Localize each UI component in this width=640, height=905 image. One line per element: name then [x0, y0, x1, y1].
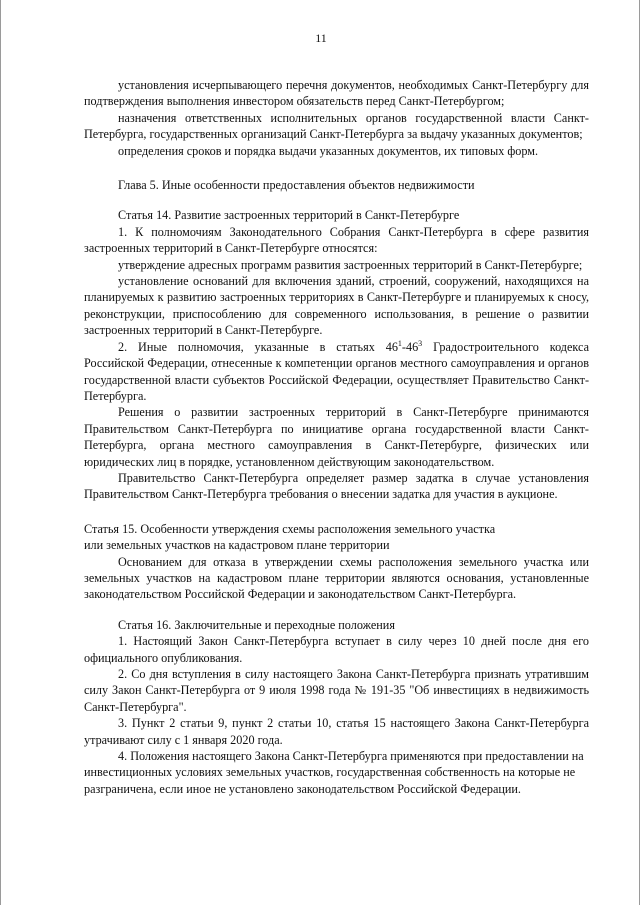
text-run: -46: [401, 339, 419, 354]
article-heading: Статья 15. Особенности утверждения схемы расположения земельного участка: [84, 521, 496, 536]
superscript: 1: [397, 338, 402, 348]
paragraph: Основанием для отказа в утверждении схемы расположения земельного участка или земельных участков на кадастровом плане территории являются основания, установленные законодательством Российской Федерации и законодательством Санкт-Петербурга.: [84, 554, 589, 602]
paragraph: 1. К полномочиям Законодательного Собрания Санкт-Петербурга в сфере развития застроенных территорий в Санкт-Петербурге относятся:: [84, 224, 589, 256]
paragraph: 2. Со дня вступления в силу настоящего Закона Санкт-Петербурга признать утратившим силу Закон Санкт-Петербурга от 9 июля 1998 года № 191-35 "Об инвестициях в недвижимость Санкт-Петербурга".: [84, 667, 589, 714]
paragraph: [84, 339, 589, 405]
text-run: 2. Иные полномочия, указанные в статьях 46: [118, 339, 398, 354]
paragraph: 1. Настоящий Закон Санкт-Петербурга вступает в силу через 10 дней после дня его официального опубликования.: [84, 634, 589, 665]
article-heading: Статья 16. Заключительные и переходные положения: [118, 617, 395, 632]
paragraph: Правительство Санкт-Петербурга определяет размер задатка в случае установления Правительством Санкт-Петербурга требования о внесении задатка для участия в аукционе.: [84, 470, 589, 502]
page-number: 11: [315, 31, 327, 45]
paragraph: установления исчерпывающего перечня документов, необходимых Санкт-Петербургу для подтверждения выполнения инвестором обязательств перед Санкт-Петербургом;: [84, 78, 589, 109]
paragraph: установление оснований для включения зданий, строений, сооружений, находящихся на планируемых к развитию застроенных территориях в Санкт-Петербурге и планируемых к сносу, реконструкции, приспособлению для современного использования, в решение о развитии застроенных территорий в Санкт-Петербурге.: [84, 274, 589, 338]
paragraph: утверждение адресных программ развития застроенных территорий в Санкт-Петербурге;: [118, 257, 583, 272]
paragraph: определения сроков и порядка выдачи указанных документов, их типовых форм.: [118, 143, 539, 158]
article-heading-line2: или земельных участков на кадастровом плане территории: [84, 538, 390, 553]
document-body: [84, 77, 589, 797]
paragraph: Решения о развитии застроенных территорий в Санкт-Петербурге принимаются Правительством Санкт-Петербурга по инициативе органа государственной власти Санкт-Петербурга, органа местного самоуправления в Санкт-Петербурге, физических или юридических лиц в порядке, установленном действующим законодательством.: [84, 405, 589, 469]
text-run: Градостроительного кодекса Российской Федерации, отнесенные к компетенции органов местного самоуправления и органов государственной власти субъектов Российской Федерации, осуществляет Правительство Санкт-Петербурга.: [84, 339, 590, 403]
paragraph: 4. Положения настоящего Закона Санкт-Петербурга применяются при предоставлении на инвестиционных условиях земельных участков, государственная собственность на которые не разграничена, если иное не установлено законодательством Российской Федерации.: [84, 749, 584, 796]
chapter-heading: Глава 5. Иные особенности предоставления объектов недвижимости: [118, 178, 475, 193]
article-heading: Статья 14. Развитие застроенных территорий в Санкт-Петербурге: [118, 208, 460, 223]
paragraph: 3. Пункт 2 статьи 9, пункт 2 статьи 10, статья 15 настоящего Закона Санкт-Петербурга утрачивают силу с 1 января 2020 года.: [84, 716, 589, 747]
paragraph: назначения ответственных исполнительных органов государственной власти Санкт-Петербурга, государственных организаций Санкт-Петербурга за выдачу указанных документов;: [84, 110, 589, 142]
superscript: 3: [418, 338, 423, 348]
